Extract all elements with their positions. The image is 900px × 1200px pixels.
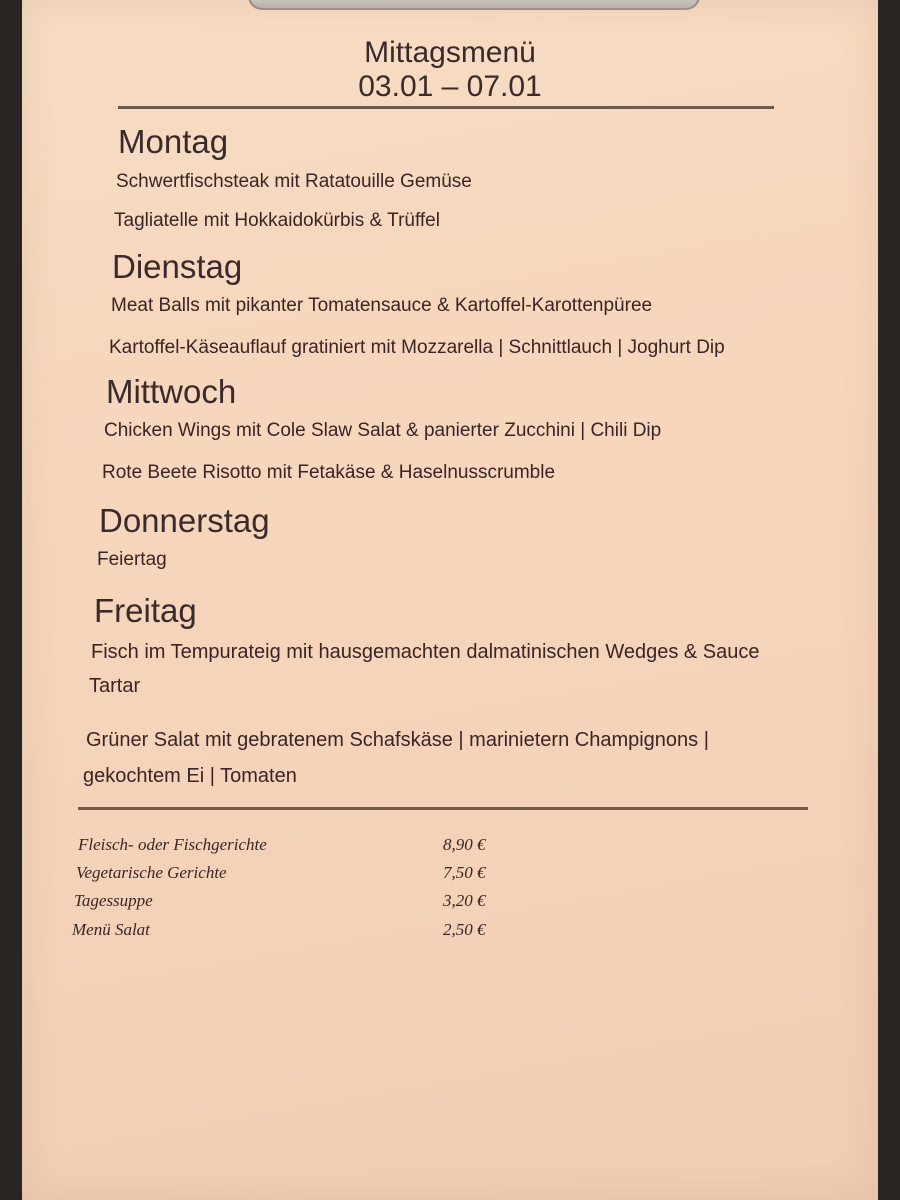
header-divider <box>118 106 774 109</box>
price-label: Fleisch- oder Fischgerichte <box>78 835 267 854</box>
dish-item: Kartoffel-Käseauflauf gratiniert mit Mozzarella | Schnittlauch | Joghurt Dip <box>109 337 725 358</box>
day-heading-freitag: Freitag <box>94 592 197 629</box>
price-divider <box>78 807 808 810</box>
dish-item: Rote Beete Risotto mit Fetakäse & Haselnusscrumble <box>102 462 556 483</box>
day-heading-dienstag: Dienstag <box>112 248 243 285</box>
day-heading-mittwoch: Mittwoch <box>106 373 237 410</box>
dish-item: Grüner Salat mit gebratenem Schafskäse | marinietern Champignons | <box>86 729 709 751</box>
price-label: Vegetarische Gerichte <box>76 863 227 882</box>
dish-item: Chicken Wings mit Cole Slaw Salat & panierter Zucchini | Chili Dip <box>104 420 662 441</box>
price-value: 3,20 € <box>443 891 486 910</box>
day-heading-donnerstag: Donnerstag <box>99 502 270 539</box>
dish-item: Schwertfischsteak mit Ratatouille Gemüse <box>116 171 472 192</box>
price-value: 8,90 € <box>443 835 486 854</box>
price-label: Tagessuppe <box>74 891 153 910</box>
price-value: 7,50 € <box>443 863 486 882</box>
menu-title: Mittagsmenü <box>364 36 536 69</box>
dish-item: Meat Balls mit pikanter Tomatensauce & Kartoffel-Karottenpüree <box>111 295 653 316</box>
dish-item: Fisch im Tempurateig mit hausgemachten dalmatinischen Wedges & Sauce <box>91 641 760 663</box>
price-label: Menü Salat <box>72 920 150 939</box>
dish-item: Tagliatelle mit Hokkaidokürbis & Trüffel <box>114 210 440 231</box>
clipboard-clip <box>248 0 700 10</box>
dish-item: Tartar <box>89 675 141 697</box>
dish-item: gekochtem Ei | Tomaten <box>83 765 297 787</box>
dish-item: Feiertag <box>97 549 167 570</box>
day-heading-montag: Montag <box>118 123 229 160</box>
menu-dates: 03.01 – 07.01 <box>358 70 542 103</box>
price-value: 2,50 € <box>443 920 486 939</box>
